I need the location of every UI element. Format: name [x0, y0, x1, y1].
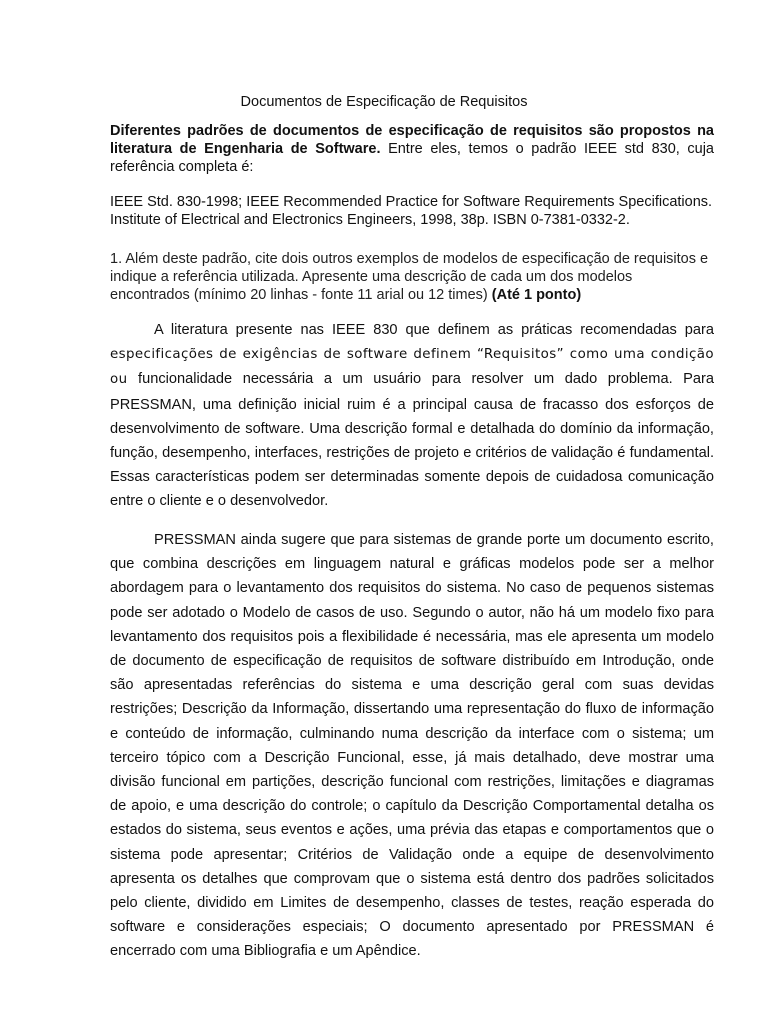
- ieee-reference: IEEE Std. 830-1998; IEEE Recommended Practice for Software Requirements Specifications. Institute of Electrical and Electronics Engineers, 1998, 38p. ISBN 0-7381-0332-2.: [110, 194, 713, 228]
- p1-part-c: funcionalidade necessária a um usuário para resolver um dado problema. Para PRESSMAN, uma definição inicial ruim é a principal causa de fracasso dos esforços de desenvolvimento de software. Uma descrição formal e detalhada do domínio da informação, função, desempenho, interfaces, restrições de projeto e critérios de validação é fundamental. Essas características podem ser determinadas somente depois de cuidadosa comunicação entre o cliente e o desenvolvedor.: [110, 371, 714, 510]
- intro-paragraph: [110, 122, 714, 176]
- answer-paragraph-1: [110, 318, 714, 514]
- intro-bold-text: Diferentes padrões de documentos de especificação de requisitos são propostos na literatura de Engenharia de Software.: [110, 123, 714, 157]
- document-title: Documentos de Especificação de Requisitos: [240, 94, 528, 110]
- intro-regular-text: Entre eles, temos o padrão IEEE std 830, cuja referência completa é:: [110, 141, 714, 175]
- p1-part-b: especificações de exigências de software definem “Requisitos” como uma condição ou: [110, 347, 714, 388]
- p1-part-a: A literatura presente nas IEEE 830 que definem as práticas recomendadas para: [154, 322, 714, 338]
- question-text: 1. Além deste padrão, cite dois outros exemplos de modelos de especificação de requisitos e indique a referência utilizada. Apresente uma descrição de cada um dos modelos encontrados (mínimo 20 linhas - fonte 11 arial ou 12 times): [110, 251, 709, 303]
- question-1: [110, 250, 714, 304]
- question-points: (Até 1 ponto): [491, 287, 582, 303]
- answer-paragraph-2: PRESSMAN ainda sugere que para sistemas de grande porte um documento escrito, que combina descrições em linguagem natural e gráficas modelos pode ser a melhor abordagem para o levantamento dos requisitos do sistema. No caso de pequenos sistemas pode ser adotado o Modelo de casos de uso. Segundo o autor, não há um modelo fixo para levantamento dos requisitos pois a flexibilidade é necessária, mas ele apresenta um modelo de documento de especificação de requisitos de software distribuído em Introdução, onde são apresentadas referências do sistema e uma descrição geral com suas devidas restrições; Descrição da Informação, dissertando uma representação do fluxo de informação e conteúdo de informação, culminando numa descrição da interface com o sistema; um terceiro tópico com a Descrição Funcional, esse, já mais detalhado, deve mostrar uma divisão funcional em partições, descrição funcional com restrições, limitações e diagramas de apoio, e uma descrição do controle; o capítulo da Descrição Comportamental detalha os estados do sistema, seus eventos e ações, uma prévia das etapas e comportamentos que o sistema pode apresentar; Critérios de Validação onde a equipe de desenvolvimento apresenta os detalhes que comprovam que o sistema está dentro dos padrões solicitados pelo cliente, dividido em Limites de desempenho, classes de testes, reação esperada do software e considerações especiais; O documento apresentado por PRESSMAN é encerrado com uma Bibliografia e um Apêndice.: [110, 532, 714, 960]
